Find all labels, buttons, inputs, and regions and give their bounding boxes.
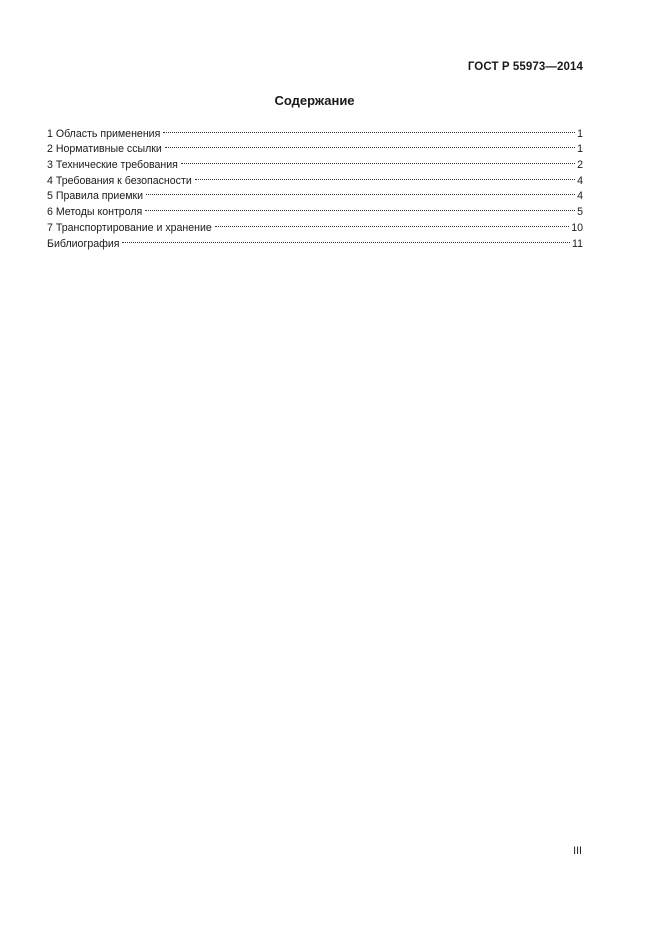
dot-leader (145, 199, 575, 215)
toc-entry-bibliography[interactable] (47, 231, 583, 250)
toc-entry-page: 10 (571, 221, 583, 234)
toc-entry-page: 5 (577, 206, 583, 219)
toc-entry-label: 7 Транспортирование и хранение (47, 221, 212, 234)
dot-leader (163, 121, 575, 137)
page-number: III (573, 845, 582, 857)
toc-entry-scope[interactable] (47, 121, 583, 140)
toc-entry-label: Библиография (47, 237, 120, 250)
dot-leader (195, 168, 575, 184)
toc-entry-page: 4 (577, 174, 583, 187)
toc-entry-label: 2 Нормативные ссылки (47, 143, 162, 156)
toc-entry-page: 2 (577, 159, 583, 172)
toc-entry-label: 3 Технические требования (47, 159, 178, 172)
dot-leader (146, 184, 575, 200)
table-of-contents (47, 121, 583, 250)
toc-title: Содержание (274, 93, 355, 108)
toc-entry-label: 4 Требования к безопасности (47, 174, 192, 187)
dot-leader (181, 152, 575, 168)
document-code: ГОСТ Р 55973—2014 (467, 61, 583, 73)
toc-entry-page: 11 (572, 237, 583, 250)
dot-leader (122, 231, 570, 247)
toc-entry-page: 4 (577, 190, 583, 203)
toc-entry-page: 1 (577, 127, 583, 140)
toc-entry-label: 6 Методы контроля (47, 206, 143, 219)
toc-entry-label: 1 Область применения (47, 127, 161, 140)
toc-entry-page: 1 (577, 143, 583, 156)
dot-leader (165, 137, 575, 153)
toc-entry-label: 5 Правила приемки (47, 190, 144, 203)
dot-leader (215, 215, 569, 231)
